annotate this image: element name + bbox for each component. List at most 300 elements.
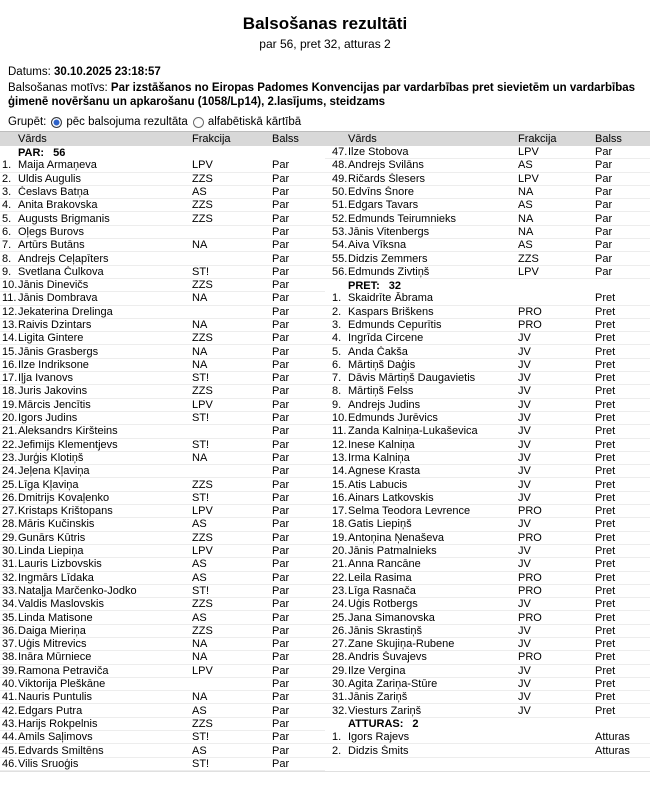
table-row xyxy=(325,545,650,558)
motive-label: Balsošanas motīvs: xyxy=(8,82,108,94)
row-number: 5. xyxy=(2,212,12,225)
table-row xyxy=(0,585,325,598)
deputy-name: Linda Matisone xyxy=(18,611,93,624)
table-row xyxy=(325,492,650,505)
table-row xyxy=(0,399,325,412)
vote-value: Pret xyxy=(595,491,616,504)
table-row xyxy=(325,226,650,239)
deputy-name: Česlavs Batņa xyxy=(18,186,89,199)
table-row xyxy=(325,412,650,425)
row-number: 30. xyxy=(2,545,18,558)
row-number: 53. xyxy=(332,225,348,238)
deputy-name: Jānis Grasbergs xyxy=(18,345,99,358)
faction-value: NA xyxy=(192,345,208,358)
deputy-name: Atis Labucis xyxy=(348,478,408,491)
vote-value: Par xyxy=(272,239,290,252)
vote-value: Par xyxy=(272,731,290,744)
vote-value: Pret xyxy=(595,545,616,558)
row-number: 23. xyxy=(332,584,348,597)
faction-value: JV xyxy=(518,385,531,398)
table-row xyxy=(0,611,325,624)
deputy-name: Jefimijs Klementjevs xyxy=(18,438,118,451)
table-header xyxy=(0,131,650,146)
deputy-name: Augusts Brigmanis xyxy=(18,212,110,225)
motive-line xyxy=(8,81,642,109)
faction-value: JV xyxy=(518,465,531,478)
deputy-name: Līga Rasnača xyxy=(348,584,416,597)
table-row xyxy=(325,306,650,319)
vote-value: Par xyxy=(272,385,290,398)
deputy-name: Aleksandrs Kiršteins xyxy=(18,425,118,438)
faction-value: JV xyxy=(518,372,531,385)
row-number: 13. xyxy=(2,319,18,331)
table-row xyxy=(325,173,650,186)
date-label: Datums: xyxy=(8,66,51,78)
deputy-name: Ligita Gintere xyxy=(18,332,84,345)
vote-value: Par xyxy=(272,558,290,571)
vote-value: Par xyxy=(272,717,290,730)
row-number: 7. xyxy=(332,372,342,385)
vote-value: Par xyxy=(272,704,290,717)
vote-value: Par xyxy=(272,172,290,185)
table-row xyxy=(325,651,650,664)
deputy-name: Mārtiņš Felss xyxy=(348,385,414,398)
faction-value: ST! xyxy=(192,584,210,597)
faction-value: NA xyxy=(518,225,534,238)
deputy-name: Edgars Putra xyxy=(18,704,83,717)
vote-value: Pret xyxy=(595,651,616,664)
deputy-name: Andrejs Judins xyxy=(348,398,421,411)
table-row xyxy=(325,572,650,585)
vote-value: Par xyxy=(272,651,290,664)
row-number: 22. xyxy=(332,571,348,584)
faction-value: LPV xyxy=(192,159,213,172)
table-row xyxy=(0,731,325,744)
row-number: 46. xyxy=(2,757,18,770)
row-number: 48. xyxy=(332,159,348,172)
vote-value: Par xyxy=(272,425,290,438)
row-number: 34. xyxy=(2,598,18,611)
table-row xyxy=(325,638,650,651)
table-row xyxy=(0,412,325,425)
deputy-name: Nataļja Marčenko-Jodko xyxy=(18,584,137,597)
vote-value: Par xyxy=(272,412,290,425)
table-row xyxy=(0,439,325,452)
deputy-name: Ingmārs Līdaka xyxy=(18,571,94,584)
table-row xyxy=(0,319,325,332)
row-number: 44. xyxy=(2,731,18,744)
deputy-name: Daiga Mieriņa xyxy=(18,624,86,637)
deputy-name: Jānis Dombrava xyxy=(18,292,98,305)
deputy-name: Jānis Zariņš xyxy=(348,691,408,704)
table-row xyxy=(325,625,650,638)
row-number: 47. xyxy=(332,146,348,159)
row-number: 2. xyxy=(332,305,342,318)
vote-value: Pret xyxy=(595,478,616,491)
table-row xyxy=(325,345,650,358)
table-row xyxy=(325,146,650,159)
row-number: 27. xyxy=(332,638,348,651)
table-row xyxy=(325,611,650,624)
row-number: 32. xyxy=(2,571,18,584)
row-number: 16. xyxy=(332,491,348,504)
vote-value: Par xyxy=(272,611,290,624)
row-number: 42. xyxy=(2,704,18,717)
table-row xyxy=(0,545,325,558)
faction-value: JV xyxy=(518,558,531,571)
table-row xyxy=(0,718,325,731)
faction-value: NA xyxy=(518,186,534,199)
row-number: 43. xyxy=(2,717,18,730)
faction-value: AS xyxy=(192,704,207,717)
deputy-name: Agnese Krasta xyxy=(348,465,421,478)
faction-value: JV xyxy=(518,545,531,558)
vote-value: Par xyxy=(272,465,290,478)
motive-value: Par izstāšanos no Eiropas Padomes Konvencijas par vardarbības pret sievietēm un vardarbības ģimenē novēršanu un apkarošanu (1058/Lp14), 2.lasījums, steidzams xyxy=(8,82,636,108)
faction-value: PRO xyxy=(518,651,542,664)
deputy-name: Artūrs Butāns xyxy=(18,239,85,252)
vote-value: Pret xyxy=(595,558,616,571)
row-number: 31. xyxy=(2,558,18,571)
faction-value: JV xyxy=(518,345,531,358)
table-row xyxy=(0,678,325,691)
deputy-name: Antoņina Ņenaševa xyxy=(348,531,445,544)
row-number: 33. xyxy=(2,584,18,597)
faction-value: ST! xyxy=(192,731,210,744)
table-row xyxy=(0,292,325,305)
grouping-label: Grupēt: xyxy=(8,116,47,128)
vote-value: Par xyxy=(272,199,290,212)
col-header-vote: Balss xyxy=(595,133,622,145)
vote-value: Par xyxy=(272,584,290,597)
table-row xyxy=(325,505,650,518)
row-number: 21. xyxy=(2,425,18,438)
row-number: 7. xyxy=(2,239,12,252)
row-number: 39. xyxy=(2,664,18,677)
row-number: 4. xyxy=(2,199,12,212)
faction-value: ST! xyxy=(192,757,210,770)
row-number: 55. xyxy=(332,252,348,265)
vote-value: Par xyxy=(272,265,290,278)
faction-value: ST! xyxy=(192,491,210,504)
page-title: Balsošanas rezultāti xyxy=(242,14,408,33)
faction-value: JV xyxy=(518,398,531,411)
faction-value: AS xyxy=(192,558,207,571)
deputy-name: Agita Zariņa-Stūre xyxy=(348,678,438,691)
table-row xyxy=(0,173,325,186)
col-header-faction: Frakcija xyxy=(192,133,231,145)
vote-value: Pret xyxy=(595,292,616,305)
deputy-name: Anda Čakša xyxy=(348,345,408,358)
row-number: 13. xyxy=(332,451,348,464)
deputy-name: Edmunds Zivtiņš xyxy=(348,265,430,278)
deputy-name: Edvīns Šnore xyxy=(348,186,415,199)
vote-metadata xyxy=(0,65,650,109)
vote-value: Pret xyxy=(595,465,616,478)
faction-value: JV xyxy=(518,412,531,425)
row-number: 3. xyxy=(2,186,12,199)
vote-value: Pret xyxy=(595,584,616,597)
vote-value: Par xyxy=(272,451,290,464)
row-number: 9. xyxy=(332,398,342,411)
vote-value: Par xyxy=(595,146,613,159)
deputy-name: Viesturs Zariņš xyxy=(348,704,422,717)
table-row xyxy=(325,252,650,265)
vote-value: Par xyxy=(595,159,613,172)
deputy-name: Andrejs Ceļapīters xyxy=(18,252,109,265)
vote-value: Par xyxy=(272,744,290,757)
table-row xyxy=(325,704,650,717)
vote-value: Pret xyxy=(595,624,616,637)
faction-value: NA xyxy=(192,638,208,651)
faction-value: NA xyxy=(192,319,208,331)
row-number: 8. xyxy=(2,252,12,265)
deputy-name: Skaidrīte Ābrama xyxy=(348,292,433,305)
radio-button-icon[interactable] xyxy=(51,117,62,128)
row-number: 28. xyxy=(332,651,348,664)
row-number: 2. xyxy=(2,172,12,185)
row-number: 26. xyxy=(2,491,18,504)
deputy-name: Edvards Smiltēns xyxy=(18,744,104,757)
deputy-name: Edgars Tavars xyxy=(348,199,419,212)
vote-value: Par xyxy=(272,398,290,411)
deputy-name: Didzis Zemmers xyxy=(348,252,428,265)
faction-value: ZZS xyxy=(192,212,213,225)
vote-value: Par xyxy=(272,691,290,704)
faction-value: PRO xyxy=(518,531,542,544)
deputy-name: Vilis Sruoģis xyxy=(18,757,79,770)
vote-value: Par xyxy=(272,319,290,331)
row-number: 3. xyxy=(332,319,342,331)
grouping-controls xyxy=(0,110,650,131)
vote-value: Pret xyxy=(595,332,616,345)
row-number: 45. xyxy=(2,744,18,757)
table-row xyxy=(325,359,650,372)
deputy-name: Jānis Vitenbergs xyxy=(348,225,430,238)
deputy-name: Selma Teodora Levrence xyxy=(348,505,471,518)
deputy-name: Irma Kalniņa xyxy=(348,451,410,464)
row-number: 41. xyxy=(2,691,18,704)
faction-value: NA xyxy=(192,292,208,305)
voting-results-page xyxy=(0,14,650,772)
row-number: 50. xyxy=(332,186,348,199)
table-row xyxy=(325,399,650,412)
row-number: 54. xyxy=(332,239,348,252)
group-label: PAR: 56 xyxy=(18,146,66,159)
vote-value: Par xyxy=(595,265,613,278)
vote-value: Par xyxy=(272,372,290,385)
table-row xyxy=(0,425,325,438)
table-row xyxy=(325,532,650,545)
faction-value: JV xyxy=(518,332,531,345)
table-row xyxy=(0,758,325,771)
faction-value: JV xyxy=(518,478,531,491)
table-row xyxy=(325,731,650,744)
row-number: 6. xyxy=(2,225,12,238)
table-row xyxy=(0,625,325,638)
deputy-name: Harijs Rokpelnis xyxy=(18,717,98,730)
deputy-name: Ilze Vergina xyxy=(348,664,406,677)
faction-value: NA xyxy=(192,239,208,252)
radio-button-icon[interactable] xyxy=(193,117,204,128)
row-number: 19. xyxy=(332,531,348,544)
faction-value: PRO xyxy=(518,571,542,584)
row-number: 9. xyxy=(2,265,12,278)
table-row xyxy=(0,744,325,757)
group-header-row xyxy=(325,279,650,292)
deputy-name: Igors Judins xyxy=(18,412,78,425)
vote-value: Par xyxy=(272,638,290,651)
deputy-name: Kaspars Briškens xyxy=(348,305,434,318)
vote-value: Par xyxy=(272,624,290,637)
vote-value: Pret xyxy=(595,505,616,518)
table-row xyxy=(0,159,325,172)
row-number: 38. xyxy=(2,651,18,664)
deputy-name: Ilze Indriksone xyxy=(18,358,89,371)
row-number: 1. xyxy=(332,292,342,305)
faction-value: AS xyxy=(192,744,207,757)
faction-value: ZZS xyxy=(192,717,213,730)
radio-alphabetical[interactable] xyxy=(193,116,301,128)
deputy-name: Ramona Petraviča xyxy=(18,664,109,677)
vote-value: Pret xyxy=(595,451,616,464)
vote-value: Pret xyxy=(595,345,616,358)
row-number: 20. xyxy=(332,545,348,558)
deputy-name: Gunārs Kūtris xyxy=(18,531,86,544)
faction-value: JV xyxy=(518,624,531,637)
deputy-name: Jānis Skrastiņš xyxy=(348,624,422,637)
row-number: 18. xyxy=(332,518,348,531)
table-row xyxy=(0,332,325,345)
row-number: 27. xyxy=(2,505,18,518)
vote-value: Pret xyxy=(595,518,616,531)
table-row xyxy=(325,212,650,225)
row-number: 29. xyxy=(2,531,18,544)
faction-value: ST! xyxy=(192,412,210,425)
row-number: 17. xyxy=(332,505,348,518)
row-number: 56. xyxy=(332,265,348,278)
deputy-name: Ilze Stobova xyxy=(348,146,409,159)
deputy-name: Maija Armaņeva xyxy=(18,159,97,172)
vote-value: Par xyxy=(272,159,290,172)
vote-value: Par xyxy=(272,531,290,544)
row-number: 26. xyxy=(332,624,348,637)
deputy-name: Linda Liepiņa xyxy=(18,545,84,558)
row-number: 1. xyxy=(332,731,342,744)
table-row xyxy=(325,585,650,598)
table-row xyxy=(0,266,325,279)
faction-value: PRO xyxy=(518,505,542,518)
faction-value: AS xyxy=(518,239,533,252)
vote-value: Pret xyxy=(595,704,616,717)
row-number: 4. xyxy=(332,332,342,345)
row-number: 51. xyxy=(332,199,348,212)
group-header-row xyxy=(0,146,325,159)
faction-value: ZZS xyxy=(192,279,213,292)
deputy-name: Iļja Ivanovs xyxy=(18,372,74,385)
deputy-name: Igors Rajevs xyxy=(348,731,410,744)
faction-value: LPV xyxy=(518,146,539,159)
table-row xyxy=(0,478,325,491)
row-number: 24. xyxy=(2,465,18,478)
faction-value: JV xyxy=(518,425,531,438)
radio-alphabetical-label: alfabētiskā kārtībā xyxy=(207,116,302,128)
table-row xyxy=(325,439,650,452)
vote-value: Pret xyxy=(595,412,616,425)
table-row xyxy=(0,186,325,199)
deputy-name: Uģis Mitrevics xyxy=(18,638,87,651)
table-row xyxy=(0,465,325,478)
table-row xyxy=(0,212,325,225)
table-row xyxy=(0,226,325,239)
table-row xyxy=(0,345,325,358)
table-row xyxy=(0,492,325,505)
date-value: 30.10.2025 23:18:57 xyxy=(54,66,161,78)
faction-value: ZZS xyxy=(192,531,213,544)
row-number: 24. xyxy=(332,598,348,611)
faction-value: LPV xyxy=(518,265,539,278)
vote-value: Pret xyxy=(595,638,616,651)
row-number: 31. xyxy=(332,691,348,704)
vote-value: Par xyxy=(272,345,290,358)
vote-value: Pret xyxy=(595,611,616,624)
deputy-name: Zanda Kalniņa-Lukaševica xyxy=(348,425,478,438)
deputy-name: Ričards Šlesers xyxy=(348,172,426,185)
faction-value: LPV xyxy=(192,545,213,558)
faction-value: ZZS xyxy=(192,199,213,212)
vote-value: Par xyxy=(595,252,613,265)
group-label: PRET: 32 xyxy=(348,279,402,292)
vote-value: Par xyxy=(272,678,290,691)
deputy-name: Gatis Liepiņš xyxy=(348,518,412,531)
vote-value: Atturas xyxy=(595,744,630,757)
deputy-name: Andrejs Svilāns xyxy=(348,159,424,172)
row-number: 35. xyxy=(2,611,18,624)
faction-value: AS xyxy=(192,571,207,584)
faction-value: NA xyxy=(192,651,208,664)
vote-value: Pret xyxy=(595,319,616,331)
deputy-name: Amils Saļimovs xyxy=(18,731,93,744)
row-number: 37. xyxy=(2,638,18,651)
deputy-name: Dmitrijs Kovaļenko xyxy=(18,491,110,504)
radio-group-by-result[interactable] xyxy=(51,116,187,128)
row-number: 36. xyxy=(2,624,18,637)
row-number: 14. xyxy=(332,465,348,478)
row-number: 28. xyxy=(2,518,18,531)
vote-value: Par xyxy=(272,598,290,611)
faction-value: ZZS xyxy=(518,252,539,265)
row-number: 16. xyxy=(2,358,18,371)
deputy-name: Valdis Maslovskis xyxy=(18,598,104,611)
table-row xyxy=(0,359,325,372)
row-number: 17. xyxy=(2,372,18,385)
col-header-name: Vārds xyxy=(348,133,377,145)
deputy-name: Māris Kučinskis xyxy=(18,518,95,531)
vote-value: Pret xyxy=(595,691,616,704)
table-row xyxy=(325,665,650,678)
deputy-name: Edmunds Teirumnieks xyxy=(348,212,457,225)
row-number: 22. xyxy=(2,438,18,451)
vote-value: Par xyxy=(272,358,290,371)
deputy-name: Edmunds Cepurītis xyxy=(348,319,442,331)
vote-value: Par xyxy=(272,478,290,491)
faction-value: JV xyxy=(518,438,531,451)
deputy-name: Ināra Mūrniece xyxy=(18,651,92,664)
faction-value: JV xyxy=(518,638,531,651)
table-row xyxy=(0,452,325,465)
table-row xyxy=(0,572,325,585)
deputy-name: Līga Kļaviņa xyxy=(18,478,79,491)
